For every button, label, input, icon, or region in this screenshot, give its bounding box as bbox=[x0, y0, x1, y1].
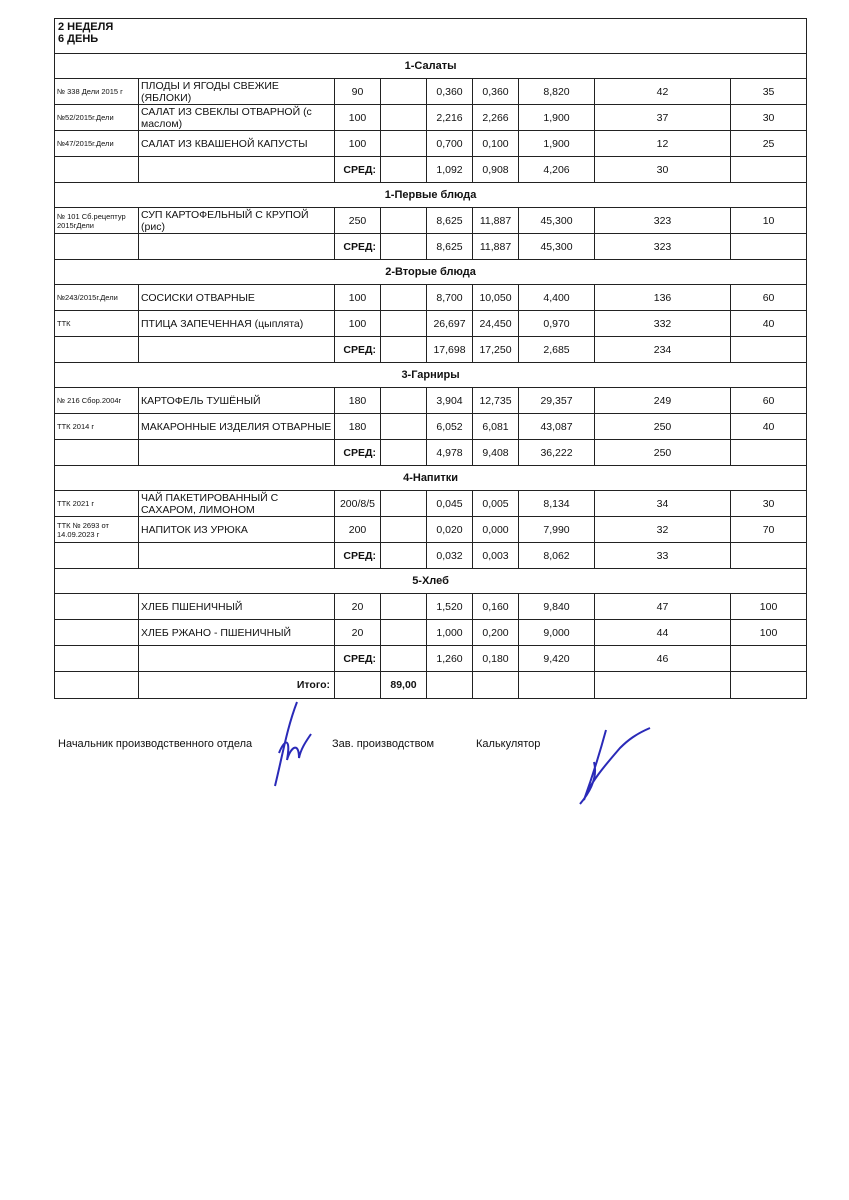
vitamin-value: 35 bbox=[731, 79, 807, 105]
dish-row bbox=[55, 388, 807, 414]
dish-row bbox=[55, 285, 807, 311]
protein-value: 8,700 bbox=[427, 285, 473, 311]
empty-cell bbox=[381, 234, 427, 260]
portion-weight: 200/8/5 bbox=[335, 491, 381, 517]
dish-name: ХЛЕБ РЖАНО - ПШЕНИЧНЫЙ bbox=[139, 620, 335, 646]
recipe-code: №52/2015г.Дели bbox=[55, 105, 139, 131]
kcal-value: 12 bbox=[595, 131, 731, 157]
fat-value: 0,005 bbox=[473, 491, 519, 517]
fat-value: 24,450 bbox=[473, 311, 519, 337]
avg-carbs: 45,300 bbox=[519, 234, 595, 260]
sheet-header bbox=[55, 19, 807, 54]
recipe-code: № 216 Сбор.2004г bbox=[55, 388, 139, 414]
carbs-value: 0,970 bbox=[519, 311, 595, 337]
protein-value: 0,020 bbox=[427, 517, 473, 543]
dish-row bbox=[55, 105, 807, 131]
menu-sheet bbox=[54, 18, 806, 699]
empty-cell bbox=[139, 337, 335, 363]
total-price: 89,00 bbox=[381, 672, 427, 699]
signature-scribble-1 bbox=[265, 698, 325, 793]
price-cell bbox=[381, 105, 427, 131]
vitamin-value: 40 bbox=[731, 311, 807, 337]
vitamin-value: 25 bbox=[731, 131, 807, 157]
kcal-value: 32 bbox=[595, 517, 731, 543]
empty-cell bbox=[381, 157, 427, 183]
price-cell bbox=[381, 517, 427, 543]
avg-vitamin bbox=[731, 440, 807, 466]
section-title: 4-Напитки bbox=[55, 466, 807, 491]
average-row bbox=[55, 157, 807, 183]
avg-carbs: 9,420 bbox=[519, 646, 595, 672]
carbs-value: 9,000 bbox=[519, 620, 595, 646]
empty-cell bbox=[731, 672, 807, 699]
price-cell bbox=[381, 311, 427, 337]
avg-fat: 17,250 bbox=[473, 337, 519, 363]
dish-row bbox=[55, 131, 807, 157]
dish-name: МАКАРОННЫЕ ИЗДЕЛИЯ ОТВАРНЫЕ bbox=[139, 414, 335, 440]
portion-weight: 250 bbox=[335, 208, 381, 234]
portion-weight: 100 bbox=[335, 311, 381, 337]
section-title: 2-Вторые блюда bbox=[55, 260, 807, 285]
avg-protein: 0,032 bbox=[427, 543, 473, 569]
empty-cell bbox=[473, 672, 519, 699]
empty-cell bbox=[139, 157, 335, 183]
vitamin-value: 10 bbox=[731, 208, 807, 234]
average-row bbox=[55, 543, 807, 569]
section-title: 1-Первые блюда bbox=[55, 183, 807, 208]
recipe-code: № 338 Дели 2015 г bbox=[55, 79, 139, 105]
fat-value: 11,887 bbox=[473, 208, 519, 234]
price-cell bbox=[381, 388, 427, 414]
portion-weight: 200 bbox=[335, 517, 381, 543]
carbs-value: 29,357 bbox=[519, 388, 595, 414]
signature-scribble-2 bbox=[570, 722, 660, 812]
dish-name: СУП КАРТОФЕЛЬНЫЙ С КРУПОЙ (рис) bbox=[139, 208, 335, 234]
average-label: СРЕД: bbox=[335, 157, 381, 183]
section-header bbox=[55, 183, 807, 208]
recipe-code: №47/2015г.Дели bbox=[55, 131, 139, 157]
head-of-production-label: Начальник производственного отдела bbox=[58, 738, 253, 750]
production-manager-label: Зав. производством bbox=[332, 738, 435, 750]
fat-value: 12,735 bbox=[473, 388, 519, 414]
section-title: 3-Гарниры bbox=[55, 363, 807, 388]
dish-name: СОСИСКИ ОТВАРНЫЕ bbox=[139, 285, 335, 311]
vitamin-value: 100 bbox=[731, 620, 807, 646]
avg-vitamin bbox=[731, 157, 807, 183]
kcal-value: 136 bbox=[595, 285, 731, 311]
avg-kcal: 46 bbox=[595, 646, 731, 672]
empty-cell bbox=[381, 646, 427, 672]
price-cell bbox=[381, 131, 427, 157]
protein-value: 26,697 bbox=[427, 311, 473, 337]
dish-row bbox=[55, 414, 807, 440]
empty-cell bbox=[381, 440, 427, 466]
total-label: Итого: bbox=[139, 672, 335, 699]
dish-row bbox=[55, 208, 807, 234]
portion-weight: 20 bbox=[335, 620, 381, 646]
average-row bbox=[55, 440, 807, 466]
section-title: 1-Салаты bbox=[55, 54, 807, 79]
total-row bbox=[55, 672, 807, 699]
empty-cell bbox=[139, 543, 335, 569]
kcal-value: 250 bbox=[595, 414, 731, 440]
dish-name: САЛАТ ИЗ КВАШЕНОЙ КАПУСТЫ bbox=[139, 131, 335, 157]
avg-kcal: 33 bbox=[595, 543, 731, 569]
empty-cell bbox=[381, 337, 427, 363]
signature-footer bbox=[58, 738, 818, 758]
average-label: СРЕД: bbox=[335, 234, 381, 260]
average-row bbox=[55, 337, 807, 363]
avg-vitamin bbox=[731, 337, 807, 363]
price-cell bbox=[381, 79, 427, 105]
recipe-code: ТТК № 2693 от 14.09.2023 г bbox=[55, 517, 139, 543]
empty-cell bbox=[55, 672, 139, 699]
dish-name: ПТИЦА ЗАПЕЧЕННАЯ (цыплята) bbox=[139, 311, 335, 337]
empty-cell bbox=[139, 234, 335, 260]
dish-row bbox=[55, 594, 807, 620]
menu-table bbox=[54, 18, 807, 699]
avg-fat: 0,908 bbox=[473, 157, 519, 183]
carbs-value: 8,134 bbox=[519, 491, 595, 517]
carbs-value: 1,900 bbox=[519, 105, 595, 131]
fat-value: 2,266 bbox=[473, 105, 519, 131]
avg-fat: 11,887 bbox=[473, 234, 519, 260]
kcal-value: 332 bbox=[595, 311, 731, 337]
empty-cell bbox=[55, 337, 139, 363]
empty-cell bbox=[55, 646, 139, 672]
dish-row bbox=[55, 620, 807, 646]
avg-vitamin bbox=[731, 646, 807, 672]
dish-name: ХЛЕБ ПШЕНИЧНЫЙ bbox=[139, 594, 335, 620]
average-row bbox=[55, 646, 807, 672]
carbs-value: 1,900 bbox=[519, 131, 595, 157]
empty-cell bbox=[335, 672, 381, 699]
portion-weight: 20 bbox=[335, 594, 381, 620]
avg-vitamin bbox=[731, 543, 807, 569]
price-cell bbox=[381, 491, 427, 517]
kcal-value: 249 bbox=[595, 388, 731, 414]
portion-weight: 90 bbox=[335, 79, 381, 105]
average-label: СРЕД: bbox=[335, 646, 381, 672]
recipe-code bbox=[55, 594, 139, 620]
dish-row bbox=[55, 311, 807, 337]
price-cell bbox=[381, 620, 427, 646]
recipe-code: ТТК 2014 г bbox=[55, 414, 139, 440]
carbs-value: 8,820 bbox=[519, 79, 595, 105]
price-cell bbox=[381, 208, 427, 234]
avg-fat: 0,003 bbox=[473, 543, 519, 569]
avg-fat: 0,180 bbox=[473, 646, 519, 672]
portion-weight: 180 bbox=[335, 414, 381, 440]
avg-protein: 4,978 bbox=[427, 440, 473, 466]
week-label: 2 НЕДЕЛЯ bbox=[58, 21, 114, 33]
dish-row bbox=[55, 491, 807, 517]
average-label: СРЕД: bbox=[335, 543, 381, 569]
carbs-value: 45,300 bbox=[519, 208, 595, 234]
fat-value: 0,100 bbox=[473, 131, 519, 157]
fat-value: 0,000 bbox=[473, 517, 519, 543]
recipe-code bbox=[55, 620, 139, 646]
average-row bbox=[55, 234, 807, 260]
vitamin-value: 60 bbox=[731, 285, 807, 311]
empty-cell bbox=[427, 672, 473, 699]
avg-kcal: 234 bbox=[595, 337, 731, 363]
dish-row bbox=[55, 517, 807, 543]
empty-cell bbox=[381, 543, 427, 569]
empty-cell bbox=[139, 440, 335, 466]
protein-value: 6,052 bbox=[427, 414, 473, 440]
kcal-value: 47 bbox=[595, 594, 731, 620]
avg-carbs: 36,222 bbox=[519, 440, 595, 466]
empty-cell bbox=[519, 672, 595, 699]
fat-value: 0,200 bbox=[473, 620, 519, 646]
section-title: 5-Хлеб bbox=[55, 569, 807, 594]
kcal-value: 42 bbox=[595, 79, 731, 105]
portion-weight: 180 bbox=[335, 388, 381, 414]
carbs-value: 4,400 bbox=[519, 285, 595, 311]
avg-carbs: 2,685 bbox=[519, 337, 595, 363]
empty-cell bbox=[595, 672, 731, 699]
carbs-value: 43,087 bbox=[519, 414, 595, 440]
vitamin-value: 100 bbox=[731, 594, 807, 620]
portion-weight: 100 bbox=[335, 105, 381, 131]
avg-kcal: 30 bbox=[595, 157, 731, 183]
fat-value: 10,050 bbox=[473, 285, 519, 311]
empty-cell bbox=[55, 234, 139, 260]
dish-row bbox=[55, 79, 807, 105]
avg-protein: 1,092 bbox=[427, 157, 473, 183]
dish-name: ПЛОДЫ И ЯГОДЫ СВЕЖИЕ (ЯБЛОКИ) bbox=[139, 79, 335, 105]
recipe-code: № 101 Сб.рецептур 2015гДели bbox=[55, 208, 139, 234]
average-label: СРЕД: bbox=[335, 337, 381, 363]
dish-name: НАПИТОК ИЗ УРЮКА bbox=[139, 517, 335, 543]
protein-value: 0,360 bbox=[427, 79, 473, 105]
fat-value: 6,081 bbox=[473, 414, 519, 440]
dish-name: КАРТОФЕЛЬ ТУШЁНЫЙ bbox=[139, 388, 335, 414]
protein-value: 2,216 bbox=[427, 105, 473, 131]
recipe-code: ТТК 2021 г bbox=[55, 491, 139, 517]
kcal-value: 37 bbox=[595, 105, 731, 131]
avg-kcal: 323 bbox=[595, 234, 731, 260]
section-header bbox=[55, 363, 807, 388]
empty-cell bbox=[55, 440, 139, 466]
day-label: 6 ДЕНЬ bbox=[58, 33, 99, 45]
empty-cell bbox=[139, 646, 335, 672]
dish-name: ЧАЙ ПАКЕТИРОВАННЫЙ С САХАРОМ, ЛИМОНОМ bbox=[139, 491, 335, 517]
vitamin-value: 60 bbox=[731, 388, 807, 414]
protein-value: 1,000 bbox=[427, 620, 473, 646]
protein-value: 0,700 bbox=[427, 131, 473, 157]
avg-protein: 17,698 bbox=[427, 337, 473, 363]
avg-vitamin bbox=[731, 234, 807, 260]
fat-value: 0,360 bbox=[473, 79, 519, 105]
fat-value: 0,160 bbox=[473, 594, 519, 620]
price-cell bbox=[381, 594, 427, 620]
protein-value: 0,045 bbox=[427, 491, 473, 517]
average-label: СРЕД: bbox=[335, 440, 381, 466]
section-header bbox=[55, 569, 807, 594]
vitamin-value: 40 bbox=[731, 414, 807, 440]
recipe-code: ТТК bbox=[55, 311, 139, 337]
avg-fat: 9,408 bbox=[473, 440, 519, 466]
protein-value: 8,625 bbox=[427, 208, 473, 234]
kcal-value: 44 bbox=[595, 620, 731, 646]
kcal-value: 323 bbox=[595, 208, 731, 234]
empty-cell bbox=[55, 157, 139, 183]
protein-value: 3,904 bbox=[427, 388, 473, 414]
section-header bbox=[55, 260, 807, 285]
vitamin-value: 30 bbox=[731, 491, 807, 517]
avg-protein: 1,260 bbox=[427, 646, 473, 672]
section-header bbox=[55, 54, 807, 79]
section-header bbox=[55, 466, 807, 491]
dish-name: САЛАТ ИЗ СВЕКЛЫ ОТВАРНОЙ (с маслом) bbox=[139, 105, 335, 131]
recipe-code: №243/2015г.Дели bbox=[55, 285, 139, 311]
empty-cell bbox=[55, 543, 139, 569]
carbs-value: 9,840 bbox=[519, 594, 595, 620]
avg-kcal: 250 bbox=[595, 440, 731, 466]
kcal-value: 34 bbox=[595, 491, 731, 517]
protein-value: 1,520 bbox=[427, 594, 473, 620]
avg-protein: 8,625 bbox=[427, 234, 473, 260]
avg-carbs: 4,206 bbox=[519, 157, 595, 183]
calculator-label: Калькулятор bbox=[476, 738, 541, 750]
carbs-value: 7,990 bbox=[519, 517, 595, 543]
avg-carbs: 8,062 bbox=[519, 543, 595, 569]
vitamin-value: 30 bbox=[731, 105, 807, 131]
portion-weight: 100 bbox=[335, 285, 381, 311]
price-cell bbox=[381, 285, 427, 311]
price-cell bbox=[381, 414, 427, 440]
vitamin-value: 70 bbox=[731, 517, 807, 543]
portion-weight: 100 bbox=[335, 131, 381, 157]
